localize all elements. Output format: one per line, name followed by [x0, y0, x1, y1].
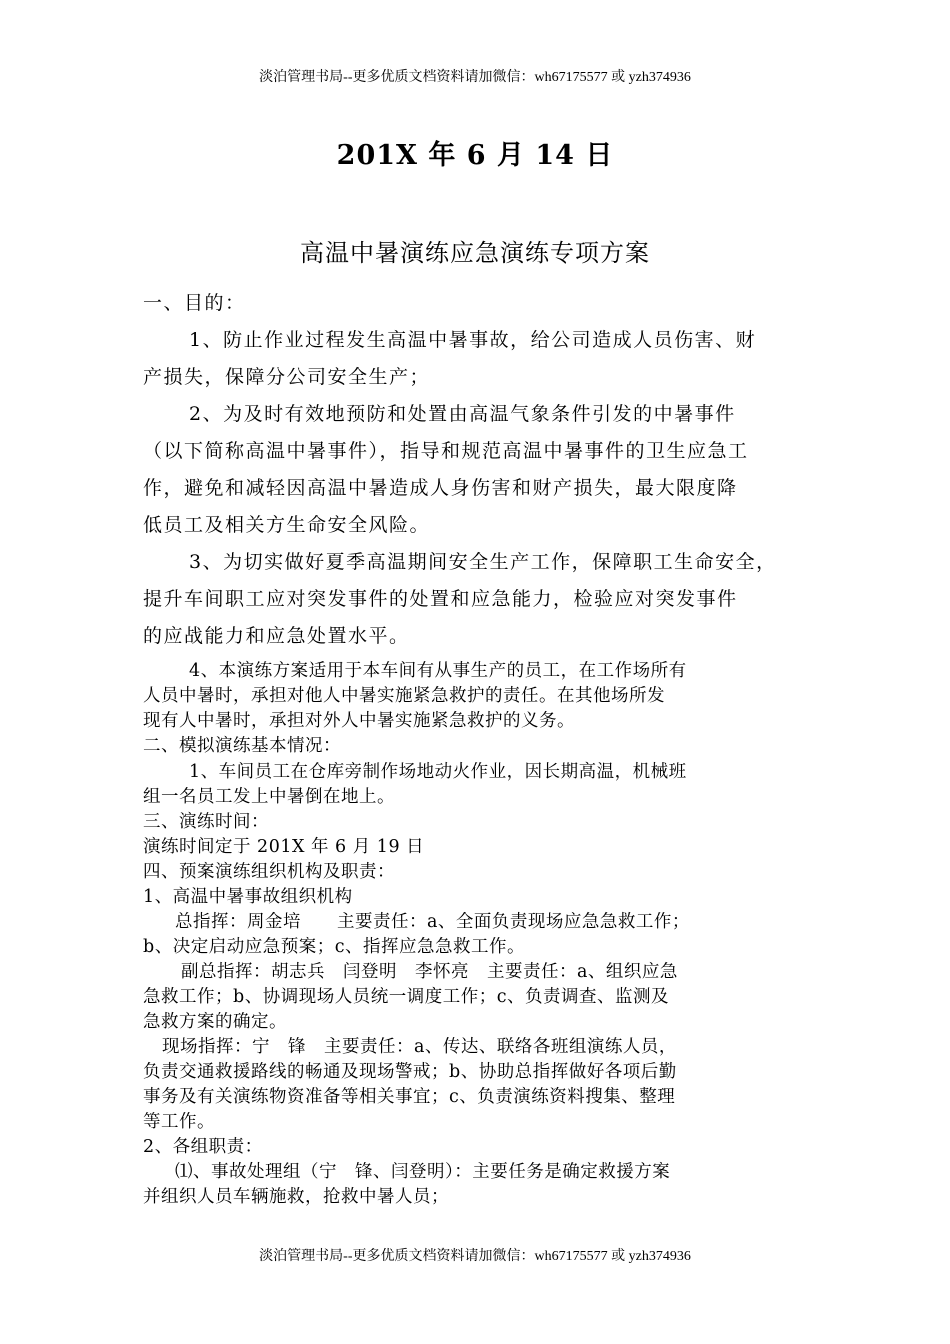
paragraph-line: （以下简称高温中暑事件），指导和规范高温中暑事件的卫生应急工 [143, 440, 749, 462]
paragraph-line: 等工作。 [143, 1112, 215, 1132]
paragraph-line: 产损失，保障分公司安全生产； [143, 366, 431, 388]
paragraph-line: 副总指挥：胡志兵 闫登明 李怀亮 主要责任：a、组织应急 [181, 962, 678, 982]
paragraph-line: 急救工作；b、协调现场人员统一调度工作；c、负责调查、监测及 [143, 987, 670, 1007]
paragraph-line: 2、为及时有效地预防和处置由高温气象条件引发的中暑事件 [189, 403, 736, 425]
paragraph-line: 提升车间职工应对突发事件的处置和应急能力，检验应对突发事件 [143, 588, 738, 610]
paragraph-line: 演练时间定于 201X 年 6 月 19 日 [143, 837, 425, 857]
paragraph-line: 1、防止作业过程发生高温中暑事故，给公司造成人员伤害、财 [189, 329, 757, 351]
subsection-heading: 1、高温中暑事故组织机构 [143, 887, 353, 907]
paragraph-line: 并组织人员车辆施救，抢救中暑人员； [143, 1187, 449, 1207]
page-header: 淡泊管理书局--更多优质文档资料请加微信：wh67175577 或 yzh374936 [259, 70, 691, 85]
section-heading: 四、预案演练组织机构及职责： [143, 862, 395, 882]
paragraph-line: 现场指挥：宁 锋 主要责任：a、传达、联络各班组演练人员， [162, 1037, 677, 1057]
paragraph-line: 事务及有关演练物资准备等相关事宜；c、负责演练资料搜集、整理 [143, 1087, 676, 1107]
document-title: 高温中暑演练应急演练专项方案 [300, 239, 650, 267]
subsection-heading: 2、各组职责： [143, 1137, 263, 1157]
paragraph-line: 负责交通救援路线的畅通及现场警戒；b、协助总指挥做好各项后勤 [143, 1062, 677, 1082]
paragraph-line: 4、本演练方案适用于本车间有从事生产的员工，在工作场所有 [189, 661, 687, 681]
section-heading: 三、演练时间： [143, 812, 269, 832]
paragraph-line: b、决定启动应急预案；c、指挥应急急救工作。 [143, 937, 526, 957]
paragraph-line: 急救方案的确定。 [143, 1012, 287, 1032]
page-footer: 淡泊管理书局--更多优质文档资料请加微信：wh67175577 或 yzh374936 [259, 1249, 691, 1264]
paragraph-line: 人员中暑时，承担对他人中暑实施紧急救护的责任。在其他场所发 [143, 686, 665, 706]
paragraph-line: 的应战能力和应急处置水平。 [143, 625, 410, 647]
paragraph-line: 1、车间员工在仓库旁制作场地动火作业，因长期高温，机械班 [189, 762, 687, 782]
paragraph-line: ⑴、事故处理组（宁 锋、闫登明）：主要任务是确定救援方案 [175, 1162, 671, 1182]
document-date: 201X 年 6 月 14 日 [336, 140, 614, 171]
paragraph-line: 组一名员工发上中暑倒在地上。 [143, 787, 395, 807]
section-heading: 一、目的： [143, 292, 246, 314]
paragraph-line: 现有人中暑时，承担对外人中暑实施紧急救护的义务。 [143, 711, 575, 731]
paragraph-line: 作，避免和减轻因高温中暑造成人身伤害和财产损失，最大限度降 [143, 477, 738, 499]
section-heading: 二、模拟演练基本情况： [143, 736, 341, 756]
paragraph-line: 总指挥：周金培 主要责任：a、全面负责现场应急急救工作； [175, 912, 690, 932]
paragraph-line: 3、为切实做好夏季高温期间安全生产工作，保障职工生命安全， [189, 551, 777, 573]
paragraph-line: 低员工及相关方生命安全风险。 [143, 514, 431, 536]
